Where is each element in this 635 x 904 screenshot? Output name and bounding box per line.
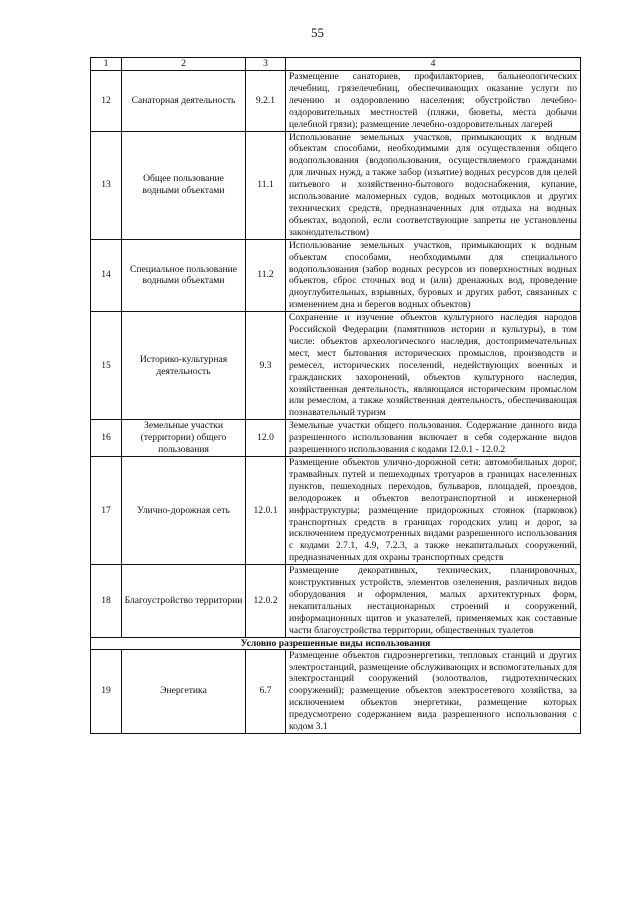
section-heading-row [91,637,581,649]
table-row [91,649,581,733]
use-type-code: 11.1 [246,131,286,239]
use-type-description: Размещение декоративных, технических, планировочных, конструктивных устройств, элементов озеленения, различных видов оборудования и оформления, малых архитектурных форм, некапитальных нестационарных строений и сооружений, информационных щитов и указателей, применяемых как составные части благоустройства территории, общественных туалетов [286,565,581,637]
use-type-description: Использование земельных участков, примыкающих к водным объектам способами, необходимыми для специального водопользования (забор водных ресурсов из поверхностных водных объектов, сброс сточных вод и (или) дренажных вод, проведение дноуглубительных, взрывных, буровых и других работ, связанных с изменением дна и берегов водных объектов) [286,239,581,311]
table-row [91,239,581,311]
use-type-name: Улично-дорожная сеть [122,457,246,565]
use-type-code: 6.7 [246,649,286,733]
use-type-code: 12.0.1 [246,457,286,565]
use-type-name: Благоустройство территории [122,565,246,637]
table-row [91,71,581,132]
use-type-code: 12.0 [246,420,286,457]
row-number: 12 [91,71,122,132]
use-type-name: Земельные участки (территории) общего пользования [122,420,246,457]
use-type-code: 9.3 [246,312,286,420]
use-type-code: 12.0.2 [246,565,286,637]
header-cell-2: 2 [122,58,246,71]
use-type-description: Использование земельных участков, примыкающих к водным объектам способами, необходимыми для осуществления общего водопользования (водопользования, осуществляемого гражданами для личных нужд, а также забор (изъятие) водных ресурсов для целей питьевого и хозяйственно-бытового водоснабжения, купание, использование маломерных судов, водных мотоциклов и других технических средств, предназначенных для отдыха на водных объектах, водопой, если соответствующие запреты не установлены законодательством) [286,131,581,239]
header-cell-3: 3 [246,58,286,71]
land-use-table [90,57,581,734]
use-type-description: Размещение объектов улично-дорожной сети: автомобильных дорог, трамвайных путей и пешеходных тротуаров в границах населенных пунктов, пешеходных переходов, бульваров, площадей, проездов, велодорожек и объектов велотранспортной и инженерной инфраструктуры; размещение придорожных стоянок (парковок) транспортных средств в границах городских улиц и дорог, за исключением предусмотренных видами разрешенного использования с кодами 2.7.1, 4.9, 7.2.3, а также некапитальных сооружений, предназначенных для охраны транспортных средств [286,457,581,565]
use-type-name: Историко-культурная деятельность [122,312,246,420]
use-type-name: Специальное пользование водными объектами [122,239,246,311]
header-cell-1: 1 [91,58,122,71]
row-number: 16 [91,420,122,457]
use-type-code: 9.2.1 [246,71,286,132]
header-cell-4: 4 [286,58,581,71]
row-number: 18 [91,565,122,637]
page-number: 55 [311,25,324,40]
use-type-code: 11.2 [246,239,286,311]
row-number: 14 [91,239,122,311]
row-number: 17 [91,457,122,565]
row-number: 19 [91,649,122,733]
use-type-description: Земельные участки общего пользования. Содержание данного вида разрешенного использования включает в себя содержание видов разрешенного использования с кодами 12.0.1 - 12.0.2 [286,420,581,457]
use-type-description: Размещение объектов гидроэнергетики, тепловых станций и других электростанций, размещение обслуживающих и вспомогательных для электростанций сооружений (золоотвалов, гидротехнических сооружений); размещение объектов электросетевого хозяйства, за исключением объектов энергетики, размещение которых предусмотрено содержанием вида разрешенного использования с кодом 3.1 [286,649,581,733]
use-type-description: Размещение санаториев, профилакториев, бальнеологических лечебниц, грязелечебниц, обеспечивающих оказание услуги по лечению и оздоровлению населения; обустройство лечебно-оздоровительных местностей (пляжи, бюветы, места добычи целебной грязи); размещение лечебно-оздоровительных лагерей [286,71,581,132]
use-type-name: Санаторная деятельность [122,71,246,132]
use-type-description: Сохранение и изучение объектов культурного наследия народов Российской Федерации (памятников истории и культуры), в том числе: объектов археологического наследия, достопримечательных мест, мест бытования исторических промыслов, производств и ремесел, исторических поселений, недействующих военных и гражданских захоронений, объектов культурного наследия, хозяйственная деятельность, являющаяся историческим промыслом или ремеслом, а также хозяйственная деятельность, обеспечивающая познавательный туризм [286,312,581,420]
use-type-name: Общее пользование водными объектами [122,131,246,239]
table-row [91,312,581,420]
row-number: 15 [91,312,122,420]
table-row [91,420,581,457]
header-row [91,58,581,71]
section-title: Условно разрешенные виды использования [91,637,581,649]
table-row [91,457,581,565]
row-number: 13 [91,131,122,239]
table-row [91,565,581,637]
table-row [91,131,581,239]
use-type-name: Энергетика [122,649,246,733]
